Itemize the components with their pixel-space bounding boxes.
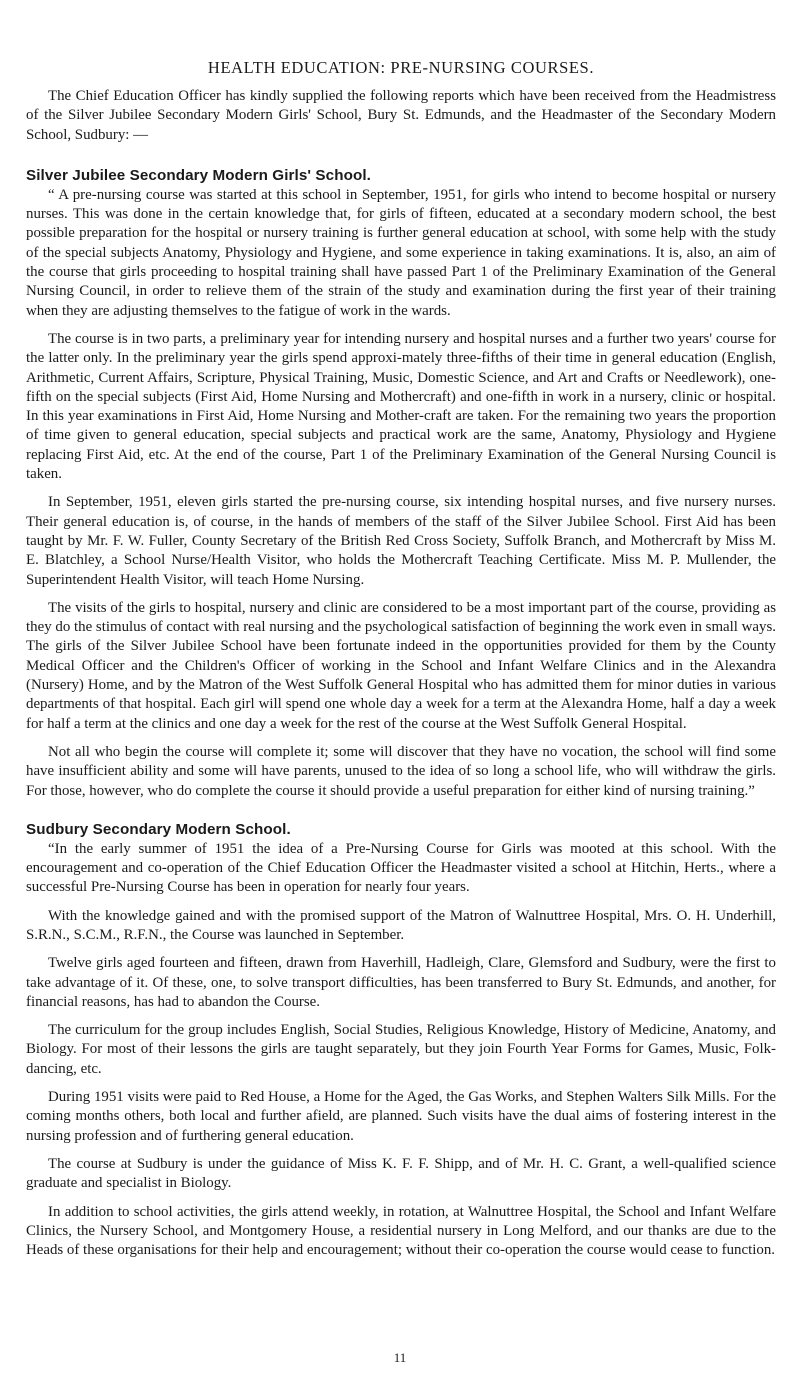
paragraph: In September, 1951, eleven girls started the pre-nursing course, six intending hospital nurses, and five nursery nurses. Their general education is, of course, in the hands of members of the staff of the Silver Jubilee School. First Aid has been taught by Mr. F. W. Fuller, County Secretary of the British Red Cross Society, Suffolk Branch, and Mothercraft by Miss M. E. Blatchley, a School Nurse/Health Visitor, who holds the Mothercraft Teaching Certificate. Miss M. P. Mullender, the Superintendent Health Visitor, will teach Home Nursing. bbox=[26, 494, 776, 588]
paragraph: The course at Sudbury is under the guidance of Miss K. F. F. Shipp, and of Mr. H. C. Grant, a well-qualified science graduate and specialist in Biology. bbox=[26, 1155, 776, 1192]
paragraph: Not all who begin the course will complete it; some will discover that they have no vocation, the school will find some have insufficient ability and some will have parents, unused to the idea of so long a school life, who will withdraw the girls. For those, however, who do complete the course it should provide a useful preparation for either kind of nursing training.” bbox=[26, 743, 776, 799]
paragraph: The course is in two parts, a preliminary year for intending nursery and hospital nurses and a further two years' course for the latter only. In the preliminary year the girls spend approxi-mately three-fifths of their time in general education (English, Arithmetic, Current Affairs, Scripture, Physical Training, Music, Domestic Science, and Art and Crafts or Needlework), one-fifth on the special subjects (First Aid, Home Nursing and Mothercraft) and one-fifth in work in a nursery, clinic or hospital. In this year examinations in First Aid, Home Nursing and Mother-craft are taken. For the remaining two years the proportion of time given to general education, special subjects and practical work are the same, Anatomy, Physiology and Hygiene replacing First Aid, etc. At the end of the course, Part 1 of the Preliminary Examination of the General Nursing Council is taken. bbox=[26, 330, 776, 483]
page-number: 11 bbox=[393, 1350, 407, 1365]
intro-paragraph: The Chief Education Officer has kindly supplied the following reports which have been received from the Headmistress of the Silver Jubilee Secondary Modern Girls' School, Bury St. Edmunds, and the Headmaster of the Secondary Modern School, Sudbury: — bbox=[26, 88, 776, 143]
page-title: HEALTH EDUCATION: PRE-NURSING COURSES. bbox=[207, 58, 595, 77]
paragraph: During 1951 visits were paid to Red House, a Home for the Aged, the Gas Works, and Stephen Walters Silk Mills. For the coming months others, both local and further afield, are planned. Such visits have the dual aims of fostering interest in the nursing profession and of furthering general education. bbox=[26, 1089, 776, 1144]
paragraph: With the knowledge gained and with the promised support of the Matron of Walnuttree Hospital, Mrs. O. H. Underhill, S.R.N., S.C.M., R.F.N., the Course was launched in September. bbox=[26, 907, 776, 943]
section-heading-silver-jubilee: Silver Jubilee Secondary Modern Girls' School. bbox=[26, 166, 371, 184]
silver-jubilee-section bbox=[26, 167, 776, 801]
paragraph: Twelve girls aged fourteen and fifteen, drawn from Haverhill, Hadleigh, Clare, Glemsford and Sudbury, were the first to take advantage of it. Of these, one, to solve transport difficulties, has been transferred to Bury St. Edmunds, and another, for financial reasons, has had to abandon the Course. bbox=[26, 955, 776, 1010]
paragraph: “In the early summer of 1951 the idea of a Pre-Nursing Course for Girls was mooted at this school. With the encouragement and co-operation of the Chief Education Officer the Headmaster visited a school at Hitchin, Herts., where a successful Pre-Nursing Course has been in operation for nearly four years. bbox=[26, 840, 776, 896]
paragraph: In addition to school activities, the girls attend weekly, in rotation, at Walnuttree Hospital, the School and Infant Welfare Clinics, the Nursery School, and Montgomery House, a residential nursery in Long Melford, and our thanks are due to the Heads of these organisations for their help and encouragement; without their co-operation the course would cease to function. bbox=[26, 1203, 776, 1259]
paragraph: “ A pre-nursing course was started at this school in September, 1951, for girls who intend to become hospital or nursery nurses. This was done in the certain knowledge that, for girls of fifteen, educated at a secondary modern school, the best possible preparation for the hospital or nursery training is further general education at school, with some help with the study of the special subjects Anatomy, Physiology and Hygiene, and some experience in taking examinations. It is, also, an aim of the course that girls proceeding to hospital training shall have passed Part 1 of the Preliminary Examination of the General Nursing Council, in order to relieve them of the strain of the study and examination during the first year of their training when they are adjusting themselves to the fatigue of work in the wards. bbox=[26, 186, 776, 319]
section-heading-sudbury: Sudbury Secondary Modern School. bbox=[26, 820, 291, 838]
paragraph: The curriculum for the group includes English, Social Studies, Religious Knowledge, History of Medicine, Anatomy, and Biology. For most of their lessons the girls are taught separately, but they join Fourth Year Forms for Games, Music, Folk-dancing, etc. bbox=[26, 1022, 776, 1077]
sudbury-section bbox=[26, 821, 776, 1261]
paragraph: The visits of the girls to hospital, nursery and clinic are considered to be a most important part of the course, providing as they do the stimulus of contact with real nursing and the psychological satisfaction of beginning the work even in small ways. The girls of the Silver Jubilee School have been fortunate indeed in the opportunities provided for them by the County Medical Officer and the Children's Officer of working in the School and Infant Welfare Clinics and in the Alexandra (Nursery) Home, and by the Matron of the West Suffolk General Hospital who has admitted them for minor duties in various departments of that hospital. Each girl will spend one whole day a week for a term at the Alexandra Home, half a day a week for half a term at the clinics and one day a week for the rest of the course at the West Suffolk General Hospital. bbox=[26, 599, 776, 732]
